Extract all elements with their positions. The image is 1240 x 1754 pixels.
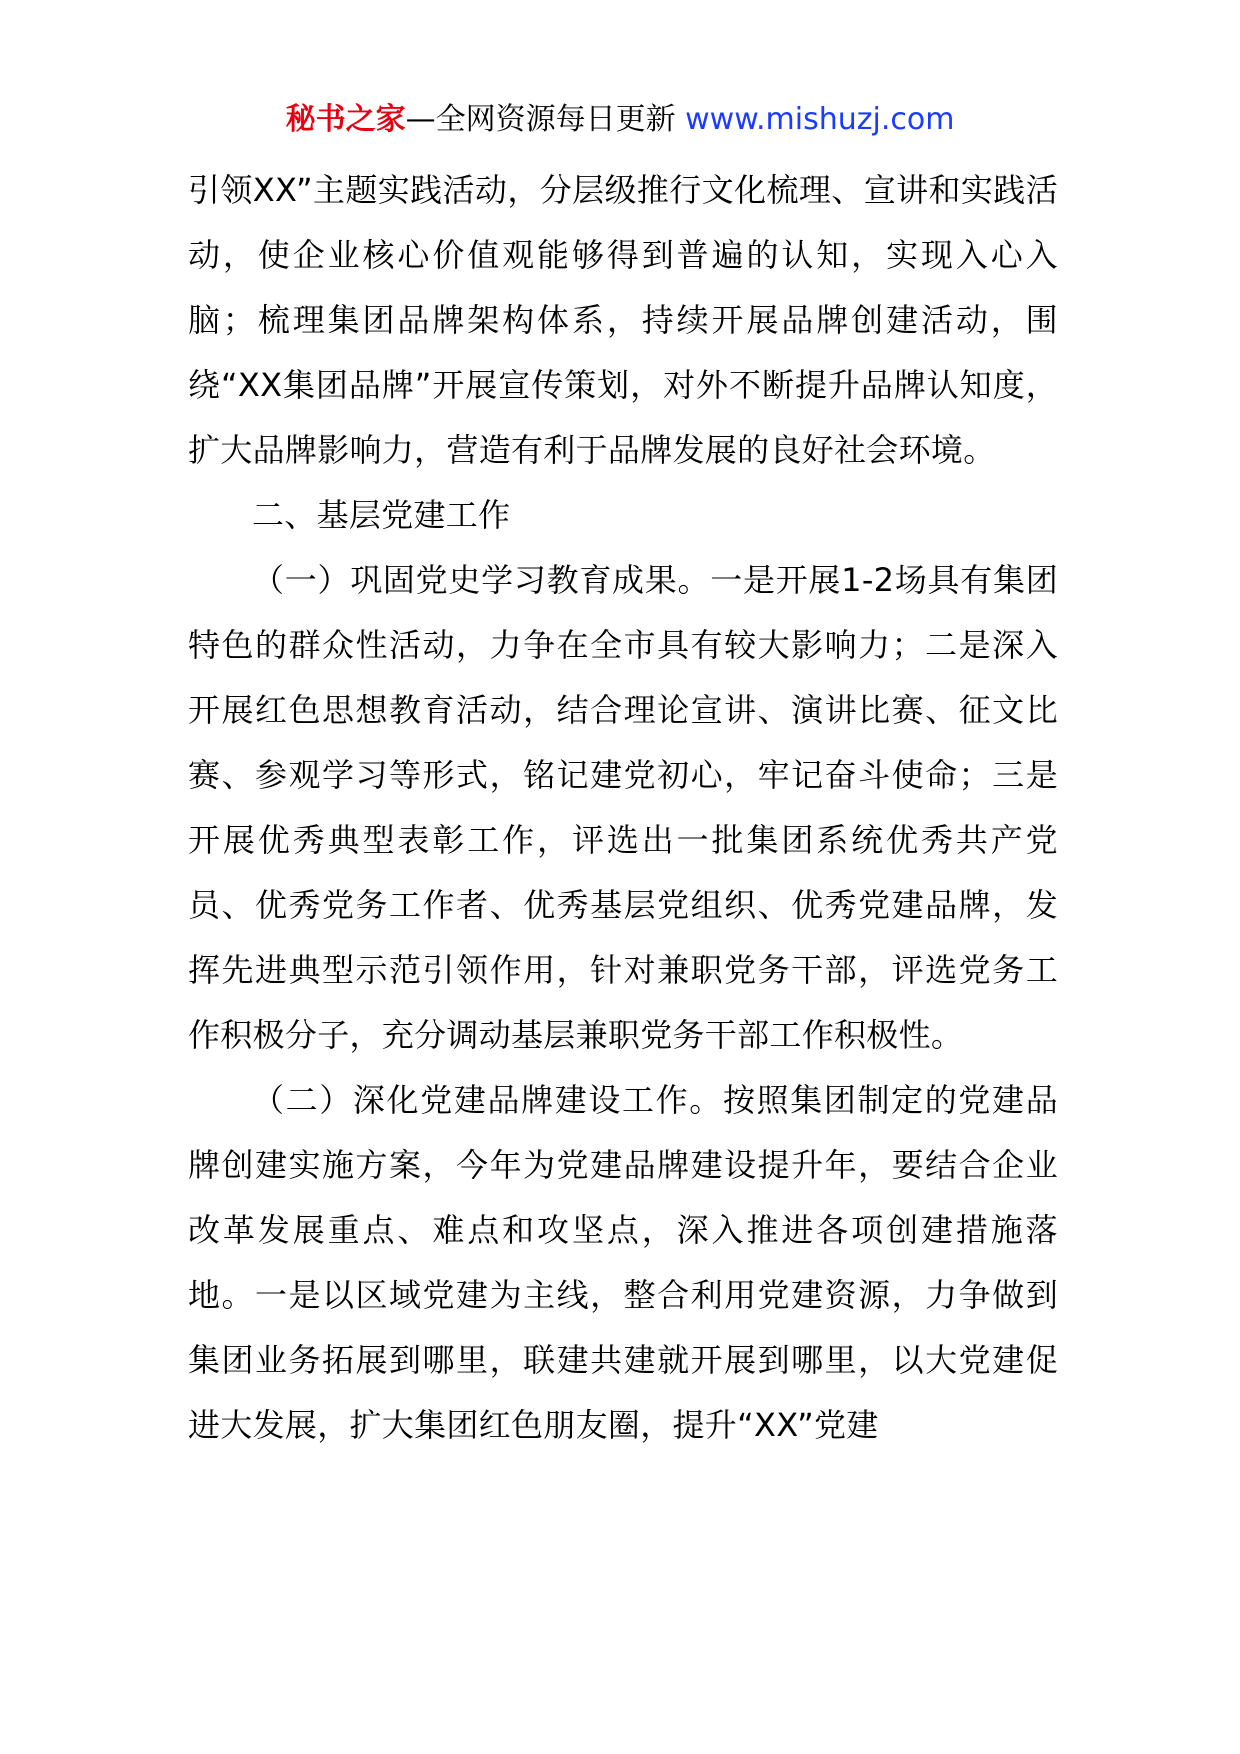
paragraph-continuation: 引领XX”主题实践活动，分层级推行文化梳理、宣讲和实践活动，使企业核心价值观能够得到普遍的认知，实现入心入脑；梳理集团品牌架构体系，持续开展品牌创建活动，围绕“XX集团品牌”开展宣传策划，对外不断提升品牌认知度，扩大品牌影响力，营造有利于品牌发展的良好社会环境。 (188, 171, 1058, 469)
site-url-link[interactable]: www.mishuzj.com (685, 102, 955, 137)
site-brand[interactable]: 秘书之家 (285, 102, 406, 137)
paragraph-section-1: （一）巩固党史学习教育成果。一是开展1-2场具有集团特色的群众性活动，力争在全市具有较大影响力；二是深入开展红色思想教育活动，结合理论宣讲、演讲比赛、征文比赛、参观学习等形式，铭记建党初心，牢记奋斗使命；三是开展优秀典型表彰工作，评选出一批集团系统优秀共产党员、优秀党务工作者、优秀基层党组织、优秀党建品牌，发挥先进典型示范引领作用，针对兼职党务干部，评选党务工作积极分子，充分调动基层兼职党务干部工作积极性。 (188, 561, 1058, 1054)
document-body (188, 158, 1058, 1458)
page-header (0, 100, 1240, 140)
site-tagline: —全网资源每日更新 (405, 102, 676, 137)
section-heading: 二、基层党建工作 (252, 496, 511, 534)
paragraph-section-2: （二）深化党建品牌建设工作。按照集团制定的党建品牌创建实施方案，今年为党建品牌建设提升年，要结合企业改革发展重点、难点和攻坚点，深入推进各项创建措施落地。一是以区域党建为主线，整合利用党建资源，力争做到集团业务拓展到哪里，联建共建就开展到哪里，以大党建促进大发展，扩大集团红色朋友圈，提升“XX”党建 (188, 1081, 1058, 1444)
